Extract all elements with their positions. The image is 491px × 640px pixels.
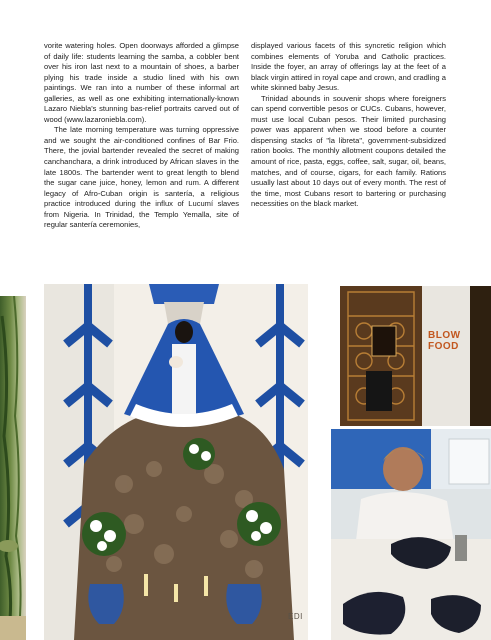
paragraph: vorite watering holes. Open doorways afforded a glimpse of daily life: students learning the samba, a cobbler bent over his iron last next to a mountain of shoes, a barber plying his trade inside a studio lined with his own paintings. We ran into a number of these informal art galleries, as well as one exhibiting internationally-known Lazaro Niebla's stunning bas-relief portraits carved out of wood (www.lazaroniebla.com). bbox=[44, 41, 239, 124]
cafe-sign: BLOW FOOD bbox=[428, 330, 461, 352]
ration-counter-photo bbox=[331, 429, 491, 640]
article-column-right bbox=[251, 41, 446, 210]
paragraph: Trinidad abounds in souvenir shops where foreigners can spend convertible pesos or CUCs. Cubans, however, must use local Cuban pesos. Their limited purchasing power was apparent when we stood before a counter dispensing stacks of "la libreta", government-subsidized ration books. The monthly allotment coupons detailed the amount of rice, pasta, eggs, coffee, salt, sugar, oil, beans, matches, and of course, cigars, for each family. Rations usually last about 10 days out of every month. The rest of the time, most Cubans resort to bartering or purchasing necessities on the black market. bbox=[251, 93, 446, 209]
paragraph: displayed various facets of this syncretic religion which combines elements of Yoruba and Catholic practices. Inside the foyer, an array of offerings lay at the feet of a black virgin attired in royal cape and crown, and cradling a white skinned baby Jesus. bbox=[251, 41, 446, 93]
vegetation-photo bbox=[0, 296, 26, 640]
shrine-photo bbox=[44, 284, 308, 640]
paragraph: The late morning temperature was turning oppressive and we sought the air-conditioned confines of Bar Frio. There, the jovial bartender revealed the secret of making canchanchara, a drink introduced by African slaves in the late 1800s. The bartender went to great length to blend the sugar cane juice, honey, lemon and rum. A different legacy of Afro-Cuban origin is santería, a religious practice introduced during the influx of Lucumí slaves from Nigeria. In Trinidad, the Templo Yemalla, site of regular santería ceremonies, bbox=[44, 125, 239, 230]
cafe-photo bbox=[340, 286, 491, 426]
partial-caption: EDI bbox=[288, 612, 303, 621]
article-column-left bbox=[44, 41, 239, 231]
